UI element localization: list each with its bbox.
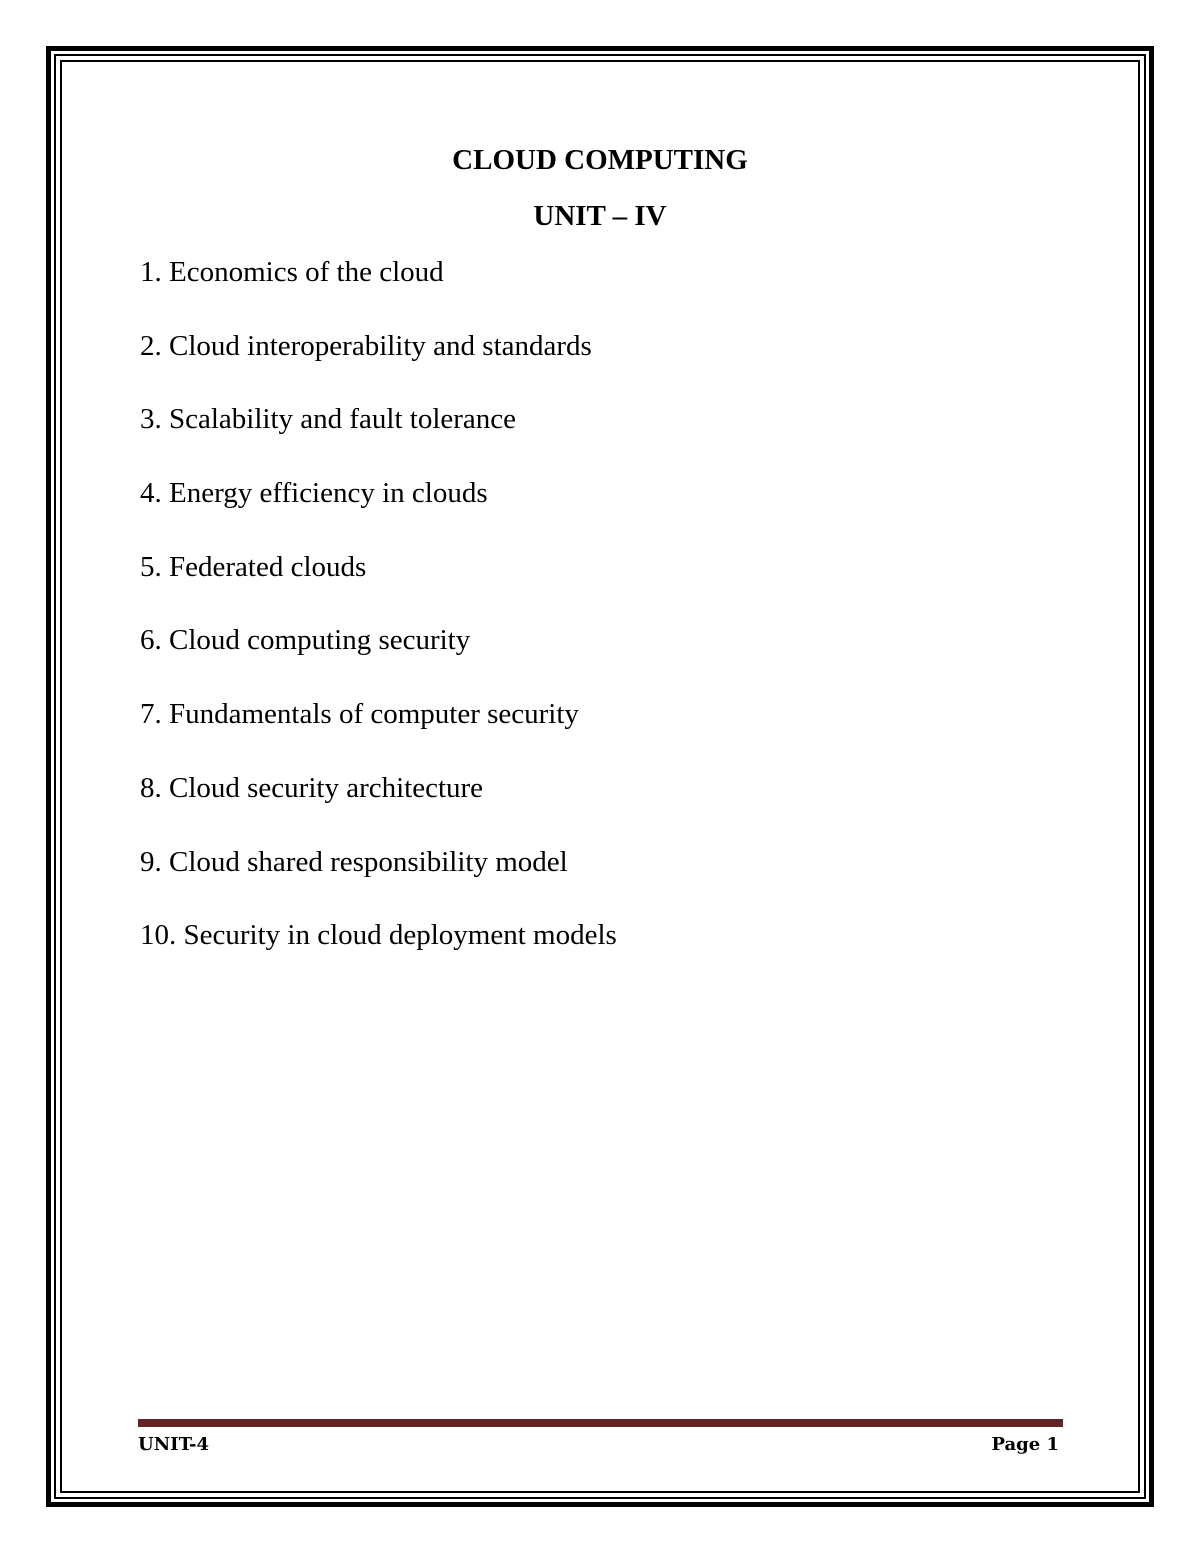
document-subtitle: UNIT – IV [533,200,667,232]
topic-item: 7. Fundamentals of computer security [140,698,579,731]
topic-item: 1. Economics of the cloud [140,256,444,288]
topic-item: 2. Cloud interoperability and standards [140,329,592,362]
topic-item: 3. Scalability and fault tolerance [140,403,517,436]
document-title: CLOUD COMPUTING [452,144,748,176]
topic-item: 6. Cloud computing security [140,624,471,657]
topic-item: 10. Security in cloud deployment models [140,919,617,952]
topic-list [140,252,617,989]
footer-rule [138,1419,1063,1427]
footer-unit-label: UNIT-4 [138,1434,209,1455]
topic-item: 8. Cloud security architecture [140,771,484,804]
footer-page-number: Page 1 [991,1434,1059,1455]
topic-item: 5. Federated clouds [140,550,367,583]
topic-item: 9. Cloud shared responsibility model [140,845,568,878]
topic-item: 4. Energy efficiency in clouds [140,477,488,510]
